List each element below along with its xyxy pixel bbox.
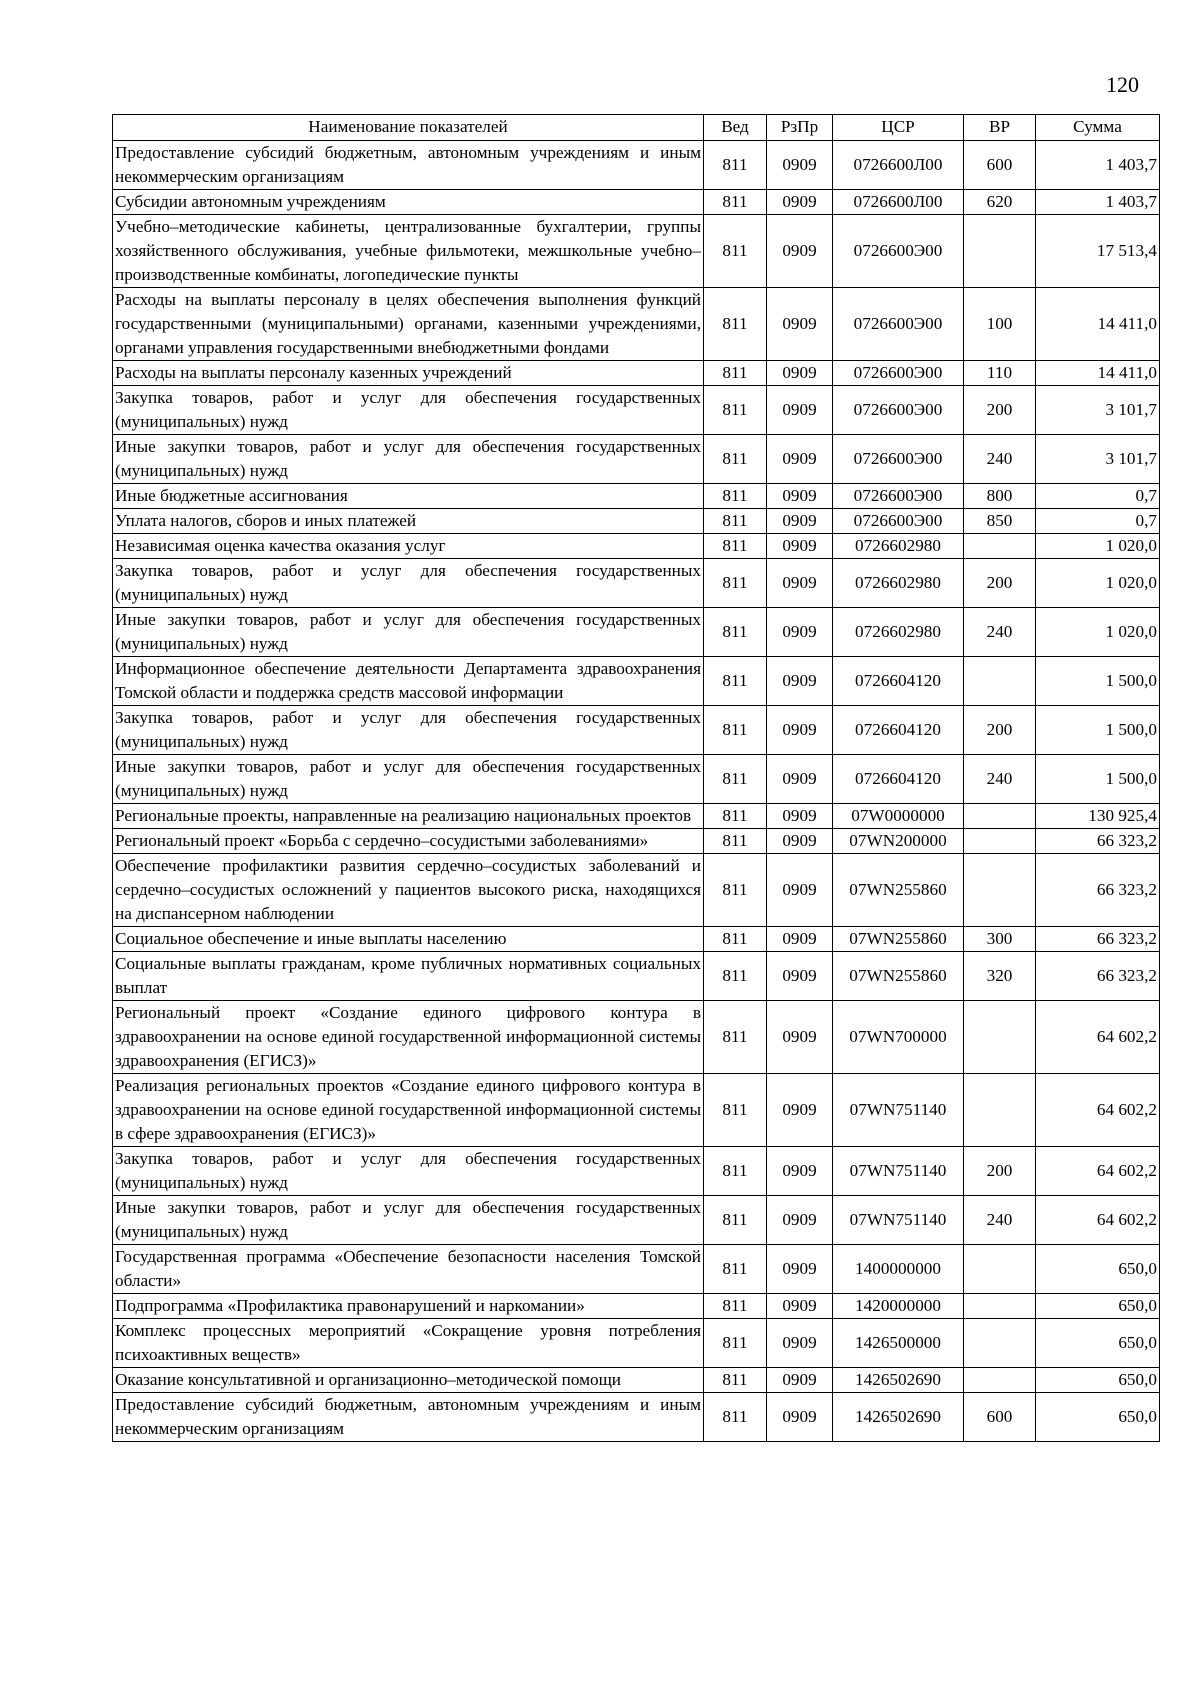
cell-sum: 64 602,2 — [1036, 1147, 1160, 1196]
cell-csr: 0726604120 — [833, 755, 964, 804]
cell-rzpr: 0909 — [767, 608, 833, 657]
cell-ved: 811 — [704, 1196, 767, 1245]
cell-vr: 240 — [964, 608, 1036, 657]
cell-rzpr: 0909 — [767, 1368, 833, 1393]
cell-sum: 64 602,2 — [1036, 1074, 1160, 1147]
cell-vr — [964, 804, 1036, 829]
cell-sum: 14 411,0 — [1036, 361, 1160, 386]
cell-rzpr: 0909 — [767, 706, 833, 755]
cell-vr — [964, 657, 1036, 706]
cell-csr: 0726600Л00 — [833, 141, 964, 190]
cell-name: Комплекс процессных мероприятий «Сокращение уровня потребления психоактивных веществ» — [113, 1319, 704, 1368]
cell-rzpr: 0909 — [767, 829, 833, 854]
cell-rzpr: 0909 — [767, 1294, 833, 1319]
cell-csr: 0726604120 — [833, 706, 964, 755]
cell-csr: 07WN255860 — [833, 854, 964, 927]
cell-csr: 1420000000 — [833, 1294, 964, 1319]
cell-vr: 240 — [964, 1196, 1036, 1245]
cell-sum: 3 101,7 — [1036, 435, 1160, 484]
cell-csr: 0726600Э00 — [833, 509, 964, 534]
cell-name: Субсидии автономным учреждениям — [113, 190, 704, 215]
cell-vr — [964, 1001, 1036, 1074]
cell-ved: 811 — [704, 1001, 767, 1074]
cell-ved: 811 — [704, 952, 767, 1001]
cell-name: Закупка товаров, работ и услуг для обеспечения государственных (муниципальных) нужд — [113, 386, 704, 435]
cell-name: Обеспечение профилактики развития сердечно–сосудистых заболеваний и сердечно–сосудистых осложнений у пациентов высокого риска, находящихся на диспансерном наблюдении — [113, 854, 704, 927]
cell-vr: 200 — [964, 559, 1036, 608]
cell-ved: 811 — [704, 1294, 767, 1319]
header-sum: Сумма — [1036, 115, 1160, 141]
cell-name: Расходы на выплаты персоналу казенных учреждений — [113, 361, 704, 386]
cell-name: Закупка товаров, работ и услуг для обеспечения государственных (муниципальных) нужд — [113, 559, 704, 608]
cell-sum: 0,7 — [1036, 509, 1160, 534]
cell-sum: 3 101,7 — [1036, 386, 1160, 435]
table-row — [113, 1001, 1160, 1074]
cell-ved: 811 — [704, 534, 767, 559]
cell-ved: 811 — [704, 386, 767, 435]
table-row — [113, 386, 1160, 435]
cell-rzpr: 0909 — [767, 927, 833, 952]
cell-vr: 600 — [964, 141, 1036, 190]
cell-csr: 1400000000 — [833, 1245, 964, 1294]
page-number: 120 — [1106, 72, 1139, 97]
cell-csr: 07WN700000 — [833, 1001, 964, 1074]
cell-sum: 650,0 — [1036, 1393, 1160, 1442]
cell-rzpr: 0909 — [767, 534, 833, 559]
cell-ved: 811 — [704, 927, 767, 952]
header-vr: ВР — [964, 115, 1036, 141]
cell-csr: 1426502690 — [833, 1393, 964, 1442]
table-row — [113, 288, 1160, 361]
cell-sum: 14 411,0 — [1036, 288, 1160, 361]
cell-name: Реализация региональных проектов «Создание единого цифрового контура в здравоохранении на основе единой государственной информационной системы в сфере здравоохранения (ЕГИСЗ)» — [113, 1074, 704, 1147]
cell-name: Иные закупки товаров, работ и услуг для обеспечения государственных (муниципальных) нужд — [113, 435, 704, 484]
cell-sum: 64 602,2 — [1036, 1196, 1160, 1245]
cell-ved: 811 — [704, 1319, 767, 1368]
cell-ved: 811 — [704, 1368, 767, 1393]
cell-name: Региональные проекты, направленные на реализацию национальных проектов — [113, 804, 704, 829]
cell-sum: 1 020,0 — [1036, 608, 1160, 657]
table-row — [113, 534, 1160, 559]
cell-rzpr: 0909 — [767, 386, 833, 435]
cell-vr: 320 — [964, 952, 1036, 1001]
cell-rzpr: 0909 — [767, 509, 833, 534]
cell-vr: 110 — [964, 361, 1036, 386]
table-row — [113, 755, 1160, 804]
cell-ved: 811 — [704, 854, 767, 927]
cell-rzpr: 0909 — [767, 854, 833, 927]
cell-name: Региональный проект «Борьба с сердечно–сосудистыми заболеваниями» — [113, 829, 704, 854]
table-row — [113, 1368, 1160, 1393]
table-row — [113, 1294, 1160, 1319]
cell-csr: 1426500000 — [833, 1319, 964, 1368]
cell-vr — [964, 1245, 1036, 1294]
table-row — [113, 1245, 1160, 1294]
cell-ved: 811 — [704, 361, 767, 386]
table-row — [113, 1074, 1160, 1147]
table-row — [113, 559, 1160, 608]
cell-csr: 07WN751140 — [833, 1147, 964, 1196]
cell-name: Оказание консультативной и организационно–методической помощи — [113, 1368, 704, 1393]
cell-vr — [964, 829, 1036, 854]
cell-rzpr: 0909 — [767, 435, 833, 484]
cell-vr — [964, 534, 1036, 559]
cell-name: Независимая оценка качества оказания услуг — [113, 534, 704, 559]
cell-rzpr: 0909 — [767, 952, 833, 1001]
cell-csr: 0726600Л00 — [833, 190, 964, 215]
cell-ved: 811 — [704, 215, 767, 288]
cell-ved: 811 — [704, 190, 767, 215]
header-rzpr: РзПр — [767, 115, 833, 141]
cell-sum: 1 500,0 — [1036, 657, 1160, 706]
cell-sum: 17 513,4 — [1036, 215, 1160, 288]
cell-ved: 811 — [704, 141, 767, 190]
cell-ved: 811 — [704, 1245, 767, 1294]
cell-sum: 1 020,0 — [1036, 559, 1160, 608]
budget-table — [112, 114, 1160, 1442]
cell-sum: 650,0 — [1036, 1319, 1160, 1368]
cell-name: Государственная программа «Обеспечение безопасности населения Томской области» — [113, 1245, 704, 1294]
table-row — [113, 854, 1160, 927]
cell-csr: 0726602980 — [833, 559, 964, 608]
cell-vr: 200 — [964, 1147, 1036, 1196]
table-body — [113, 141, 1160, 1442]
cell-name: Иные закупки товаров, работ и услуг для обеспечения государственных (муниципальных) нужд — [113, 755, 704, 804]
cell-vr — [964, 854, 1036, 927]
cell-name: Региональный проект «Создание единого цифрового контура в здравоохранении на основе единой государственной информационной системы здравоохранения (ЕГИСЗ)» — [113, 1001, 704, 1074]
cell-vr — [964, 1319, 1036, 1368]
cell-csr: 0726600Э00 — [833, 435, 964, 484]
cell-csr: 0726602980 — [833, 534, 964, 559]
cell-ved: 811 — [704, 829, 767, 854]
cell-ved: 811 — [704, 706, 767, 755]
cell-vr: 240 — [964, 435, 1036, 484]
cell-vr: 300 — [964, 927, 1036, 952]
cell-csr: 1426502690 — [833, 1368, 964, 1393]
table-row — [113, 706, 1160, 755]
cell-vr: 200 — [964, 706, 1036, 755]
table-row — [113, 1196, 1160, 1245]
cell-vr — [964, 1074, 1036, 1147]
cell-ved: 811 — [704, 1147, 767, 1196]
cell-sum: 1 500,0 — [1036, 706, 1160, 755]
cell-rzpr: 0909 — [767, 1393, 833, 1442]
table-row — [113, 190, 1160, 215]
cell-rzpr: 0909 — [767, 1245, 833, 1294]
cell-sum: 650,0 — [1036, 1368, 1160, 1393]
cell-name: Учебно–методические кабинеты, централизованные бухгалтерии, группы хозяйственного обслуживания, учебные фильмотеки, межшкольные учебно–производственные комбинаты, логопедические пункты — [113, 215, 704, 288]
cell-sum: 650,0 — [1036, 1294, 1160, 1319]
table-row — [113, 1319, 1160, 1368]
cell-rzpr: 0909 — [767, 1001, 833, 1074]
cell-csr: 0726600Э00 — [833, 215, 964, 288]
cell-csr: 0726600Э00 — [833, 361, 964, 386]
cell-name: Закупка товаров, работ и услуг для обеспечения государственных (муниципальных) нужд — [113, 706, 704, 755]
cell-ved: 811 — [704, 657, 767, 706]
cell-name: Предоставление субсидий бюджетным, автономным учреждениям и иным некоммерческим организациям — [113, 141, 704, 190]
table-row — [113, 927, 1160, 952]
header-name: Наименование показателей — [113, 115, 704, 141]
cell-ved: 811 — [704, 509, 767, 534]
cell-rzpr: 0909 — [767, 657, 833, 706]
table-row — [113, 608, 1160, 657]
table-row — [113, 657, 1160, 706]
cell-sum: 1 403,7 — [1036, 190, 1160, 215]
cell-rzpr: 0909 — [767, 1074, 833, 1147]
cell-sum: 66 323,2 — [1036, 927, 1160, 952]
cell-name: Социальные выплаты гражданам, кроме публичных нормативных социальных выплат — [113, 952, 704, 1001]
table-row — [113, 141, 1160, 190]
cell-sum: 66 323,2 — [1036, 952, 1160, 1001]
cell-sum: 66 323,2 — [1036, 854, 1160, 927]
cell-name: Иные закупки товаров, работ и услуг для обеспечения государственных (муниципальных) нужд — [113, 1196, 704, 1245]
header-csr: ЦСР — [833, 115, 964, 141]
cell-csr: 07W0000000 — [833, 804, 964, 829]
cell-csr: 0726604120 — [833, 657, 964, 706]
table-row — [113, 1393, 1160, 1442]
cell-name: Информационное обеспечение деятельности Департамента здравоохранения Томской области и поддержка средств массовой информации — [113, 657, 704, 706]
cell-rzpr: 0909 — [767, 190, 833, 215]
cell-ved: 811 — [704, 484, 767, 509]
table-row — [113, 215, 1160, 288]
cell-rzpr: 0909 — [767, 559, 833, 608]
table-row — [113, 804, 1160, 829]
cell-ved: 811 — [704, 804, 767, 829]
cell-vr: 800 — [964, 484, 1036, 509]
cell-rzpr: 0909 — [767, 215, 833, 288]
cell-sum: 1 020,0 — [1036, 534, 1160, 559]
table-header-row — [113, 115, 1160, 141]
table-row — [113, 952, 1160, 1001]
cell-rzpr: 0909 — [767, 1319, 833, 1368]
cell-rzpr: 0909 — [767, 484, 833, 509]
cell-sum: 1 500,0 — [1036, 755, 1160, 804]
cell-name: Расходы на выплаты персоналу в целях обеспечения выполнения функций государственными (муниципальными) органами, казенными учреждениями, органами управления государственными внебюджетными фондами — [113, 288, 704, 361]
cell-csr: 07WN751140 — [833, 1074, 964, 1147]
cell-name: Уплата налогов, сборов и иных платежей — [113, 509, 704, 534]
cell-name: Социальное обеспечение и иные выплаты населению — [113, 927, 704, 952]
cell-vr — [964, 1368, 1036, 1393]
cell-csr: 0726602980 — [833, 608, 964, 657]
cell-rzpr: 0909 — [767, 288, 833, 361]
header-ved: Вед — [704, 115, 767, 141]
cell-sum: 650,0 — [1036, 1245, 1160, 1294]
cell-rzpr: 0909 — [767, 141, 833, 190]
cell-ved: 811 — [704, 1393, 767, 1442]
cell-sum: 130 925,4 — [1036, 804, 1160, 829]
cell-rzpr: 0909 — [767, 1196, 833, 1245]
table-row — [113, 484, 1160, 509]
table-row — [113, 829, 1160, 854]
cell-csr: 07WN255860 — [833, 952, 964, 1001]
cell-name: Закупка товаров, работ и услуг для обеспечения государственных (муниципальных) нужд — [113, 1147, 704, 1196]
cell-sum: 0,7 — [1036, 484, 1160, 509]
cell-csr: 0726600Э00 — [833, 484, 964, 509]
cell-vr: 100 — [964, 288, 1036, 361]
cell-ved: 811 — [704, 755, 767, 804]
cell-ved: 811 — [704, 288, 767, 361]
cell-ved: 811 — [704, 608, 767, 657]
cell-csr: 07WN255860 — [833, 927, 964, 952]
cell-name: Иные бюджетные ассигнования — [113, 484, 704, 509]
cell-csr: 0726600Э00 — [833, 386, 964, 435]
cell-csr: 0726600Э00 — [833, 288, 964, 361]
cell-vr: 240 — [964, 755, 1036, 804]
table-row — [113, 361, 1160, 386]
cell-ved: 811 — [704, 559, 767, 608]
cell-ved: 811 — [704, 435, 767, 484]
cell-sum: 64 602,2 — [1036, 1001, 1160, 1074]
cell-name: Иные закупки товаров, работ и услуг для обеспечения государственных (муниципальных) нужд — [113, 608, 704, 657]
cell-name: Предоставление субсидий бюджетным, автономным учреждениям и иным некоммерческим организациям — [113, 1393, 704, 1442]
cell-csr: 07WN200000 — [833, 829, 964, 854]
cell-rzpr: 0909 — [767, 755, 833, 804]
table-row — [113, 509, 1160, 534]
cell-sum: 1 403,7 — [1036, 141, 1160, 190]
cell-rzpr: 0909 — [767, 1147, 833, 1196]
cell-vr — [964, 1294, 1036, 1319]
cell-csr: 07WN751140 — [833, 1196, 964, 1245]
cell-ved: 811 — [704, 1074, 767, 1147]
cell-rzpr: 0909 — [767, 361, 833, 386]
cell-vr — [964, 215, 1036, 288]
cell-rzpr: 0909 — [767, 804, 833, 829]
table-row — [113, 1147, 1160, 1196]
cell-sum: 66 323,2 — [1036, 829, 1160, 854]
cell-vr: 200 — [964, 386, 1036, 435]
cell-vr: 620 — [964, 190, 1036, 215]
table-row — [113, 435, 1160, 484]
cell-name: Подпрограмма «Профилактика правонарушений и наркомании» — [113, 1294, 704, 1319]
cell-vr: 850 — [964, 509, 1036, 534]
cell-vr: 600 — [964, 1393, 1036, 1442]
